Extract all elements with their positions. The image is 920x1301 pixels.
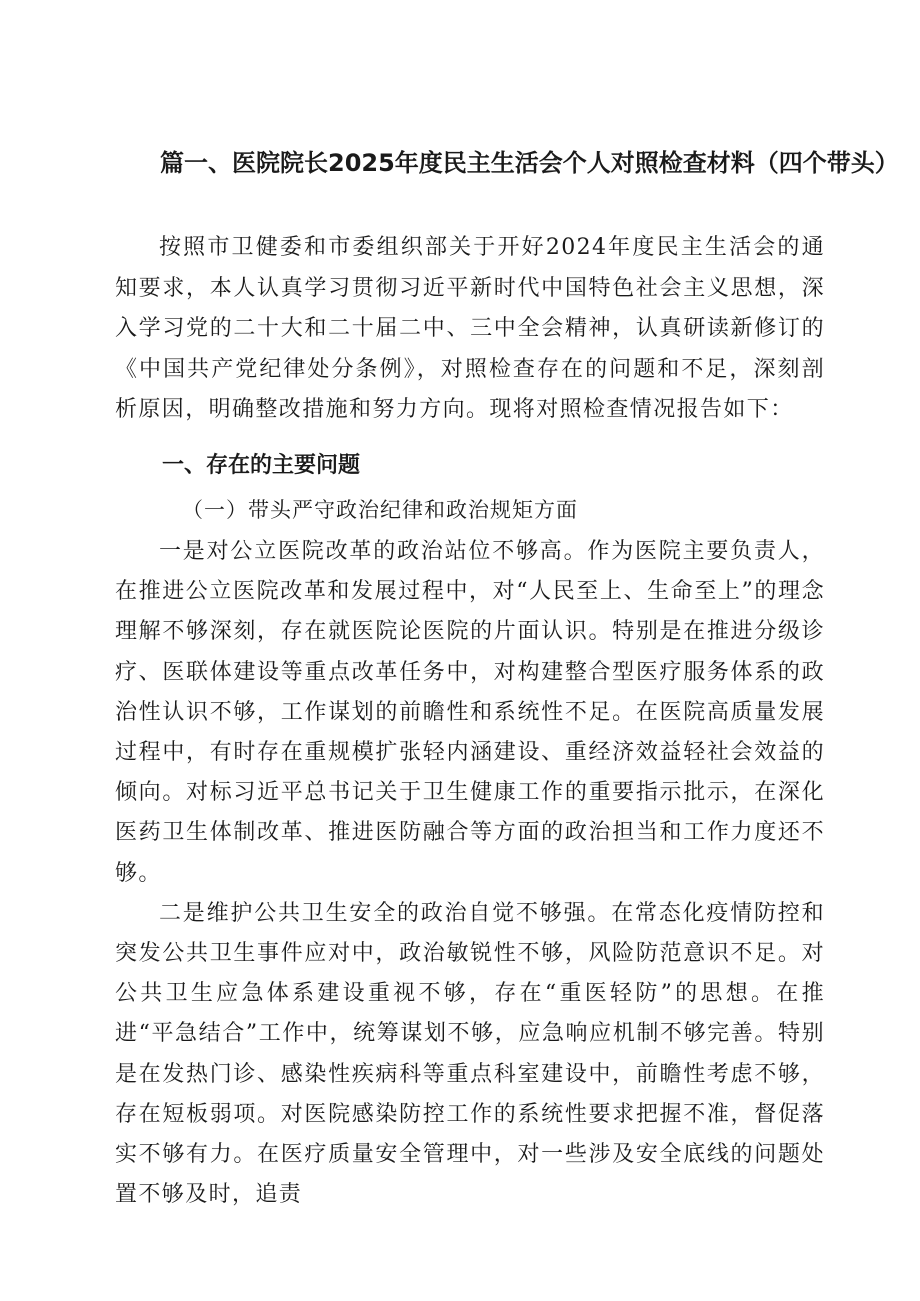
document-title: 篇一、医院院长2025年度民主生活会个人对照检查材料（四个带头） [160, 149, 899, 177]
content-block [115, 532, 825, 1215]
intro-paragraph: 按照市卫健委和市委组织部关于开好2024年度民主生活会的通知要求，本人认真学习贯彻习近平新时代中国特色社会主义思想，深入学习党的二十大和二十届二中、三中全会精神，认真研读新修订的《中国共产党纪律处分条例》，对照检查存在的问题和不足，深刻剖析原因，明确整改措施和努力方向。现将对照检查情况报告如下： [115, 235, 825, 422]
paragraph-one: 一是对公立医院改革的政治站位不够高。作为医院主要负责人，在推进公立医院改革和发展过程中，对“人民至上、生命至上”的理念理解不够深刻，存在就医院论医院的片面认识。特别是在推进分级诊疗、医联体建设等重点改革任务中，对构建整合型医疗服务体系的政治性认识不够，工作谋划的前瞻性和系统性不足。在医院高质量发展过程中，有时存在重规模扩张轻内涵建设、重经济效益轻社会效益的倾向。对标习近平总书记关于卫生健康工作的重要指示批示，在深化医药卫生体制改革、推进医防融合等方面的政治担当和工作力度还不够。 [115, 539, 825, 886]
intro-block [115, 228, 825, 431]
paragraph-two: 二是维护公共卫生安全的政治自觉不够强。在常态化疫情防控和突发公共卫生事件应对中，政治敏锐性不够，风险防范意识不足。对公共卫生应急体系建设重视不够，存在“重医轻防”的思想。在推进“平急结合”工作中，统筹谋划不够，应急响应机制不够完善。特别是在发热门诊、感染性疾病科等重点科室建设中，前瞻性考虑不够，存在短板弱项。对医院感染防控工作的系统性要求把握不准，督促落实不够有力。在医疗质量安全管理中，对一些涉及安全底线的问题处置不够及时，追责 [115, 900, 825, 1208]
section-heading: 一、存在的主要问题 [162, 453, 361, 478]
subsection-heading: （一）带头严守政治纪律和政治规矩方面 [182, 498, 578, 522]
